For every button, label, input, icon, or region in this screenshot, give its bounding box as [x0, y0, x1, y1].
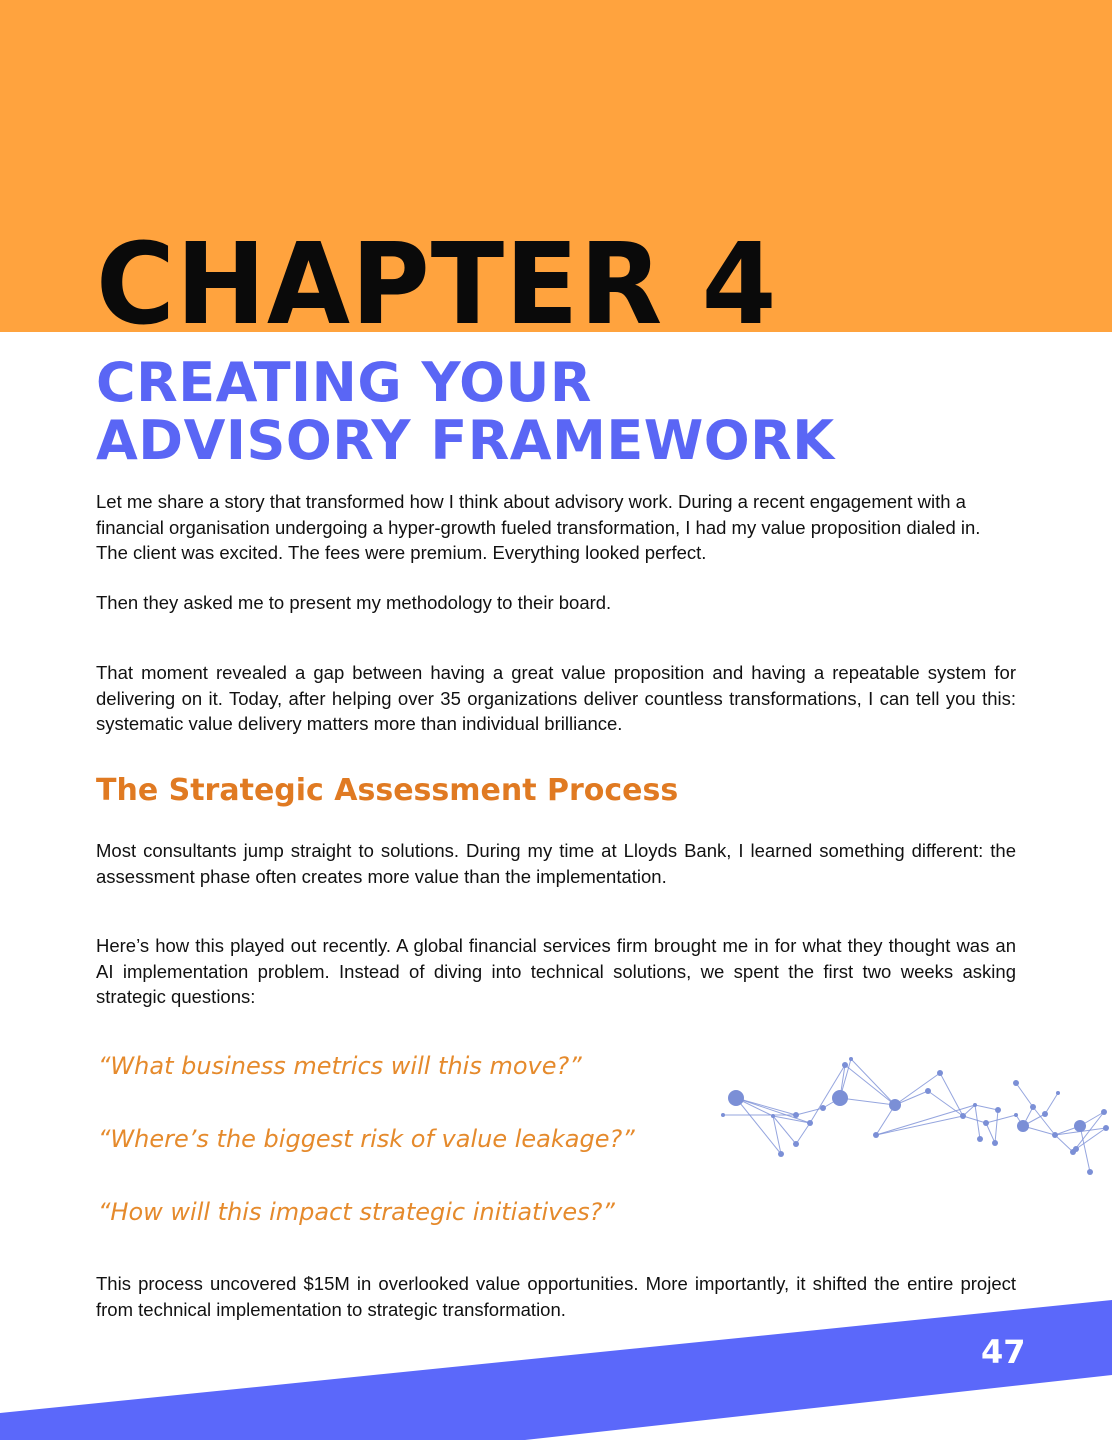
quote-2: “Where’s the biggest risk of value leakage?” [98, 1125, 635, 1153]
quote-3: “How will this impact strategic initiatives?” [98, 1198, 615, 1226]
intro-paragraph-1: Let me share a story that transformed how I think about advisory work. During a recent engagement with a financial organisation undergoing a hyper-growth fueled transformation, I had my value proposition dialed in. The client was excited. The fees were premium. Everything looked perfect. [96, 491, 981, 563]
chapter-title: CREATING YOUR ADVISORY FRAMEWORK [96, 351, 835, 472]
intro-paragraph-3: That moment revealed a gap between having a great value proposition and having a repeatable system for delivering on it. Today, after helping over 35 organizations deliver countless transformations, I can tell you this: systematic value delivery matters more than individual brilliance. [96, 662, 1016, 734]
closing-paragraph: This process uncovered $15M in overlooked value opportunities. More importantly, it shifted the entire project from technical implementation to strategic transformation. [96, 1273, 1016, 1320]
page-number: 47 [981, 1333, 1026, 1371]
section-paragraph-1: Most consultants jump straight to solutions. During my time at Lloyds Bank, I learned something different: the assessment phase often creates more value than the implementation. [96, 840, 1016, 887]
chapter-label: CHAPTER 4 [96, 220, 778, 350]
quote-1: “What business metrics will this move?” [98, 1052, 582, 1080]
section-paragraph-2: Here’s how this played out recently. A global financial services firm brought me in for what they thought was an AI implementation problem. Instead of diving into technical solutions, we spent the first two weeks asking strategic questions: [96, 935, 1016, 1007]
section-heading: The Strategic Assessment Process [96, 773, 679, 808]
intro-paragraph-2: Then they asked me to present my methodology to their board. [96, 592, 612, 613]
